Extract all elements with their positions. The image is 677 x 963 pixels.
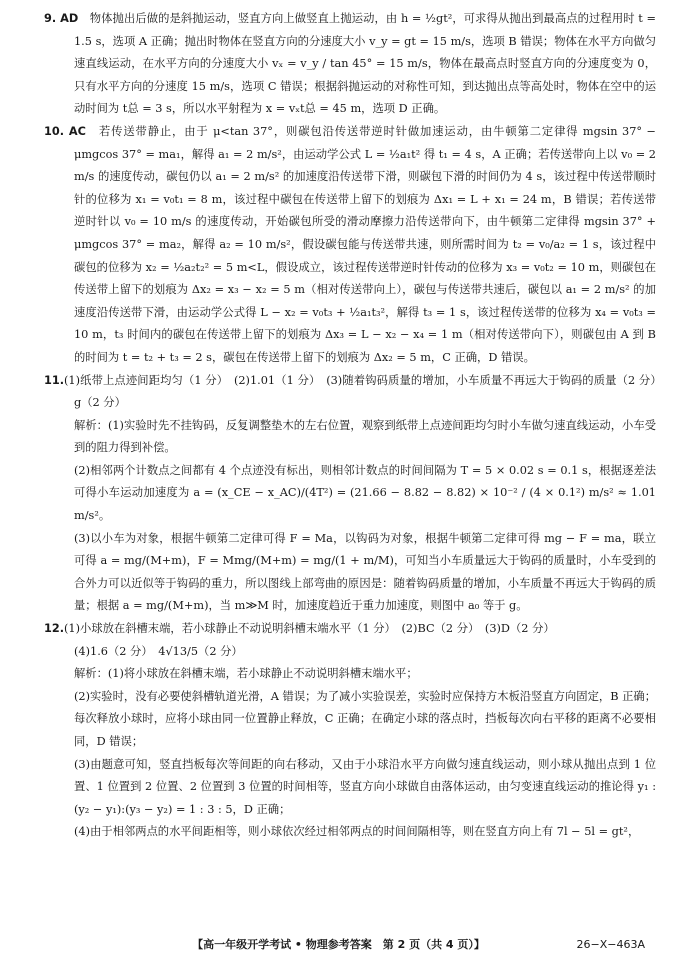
- page-footer: [0, 934, 677, 956]
- answer-text: (1)纸带上点迹间距均匀（1 分） (2)1.01（1 分） (3)随着钩码质量的增加，小车质量不再远大于钩码的质量（2 分） g（2 分）: [64, 373, 668, 410]
- answer-content: [44, 8, 668, 844]
- answer-12: [44, 618, 656, 641]
- answer-text: 物体抛出后做的是斜抛运动，竖直方向上做竖直上抛运动，由 h = ½gt²，可求得从抛出到最高点的过程用时 t = 1.5 s，选项 A 正确；抛出时物体在竖直方向的分速度大小 v_y = gt = 15 m/s，选项 B 错误；物体在水平方向做匀速直线运动，在水平方向的分速度大小 vₓ = v_y / tan 45° = 15 m/s，物体在最高点时竖直方向的分速度变为 0，只有水平方向的分速度 15 m/s，选项 C 错误；根据斜抛运动的对称性可知，到达抛出点等高处时，物体在空中的运动时间为 t总 = 3 s，所以水平射程为 x = vₓt总 = 45 m，选项 D 正确。: [74, 12, 656, 116]
- footer-code: 26−X−463A: [576, 938, 645, 951]
- answer-11: [44, 370, 668, 415]
- answer-number: 9. AD: [44, 12, 79, 25]
- footer-title: 【高一年级开学考试 • 物理参考答案 第 2 页（共 4 页）】: [192, 938, 485, 951]
- answer-12-analysis-1: 解析：(1)将小球放在斜槽末端，若小球静止不动说明斜槽末端水平；: [74, 667, 418, 681]
- answer-text: 若传送带静止，由于 μ<tan 37°，则碳包沿传送带逆时针做加速运动，由牛顿第二定律得 mgsin 37° − μmgcos 37° = ma₁，解得 a₁ = 2 m/s²，由运动学公式 L = ½a₁t² 得 t₁ = 4 s，A 正确；若传送带向上以 v₀ = 2 m/s 的速度传动，碳包仍以 a₁ = 2 m/s² 的加速度沿传送带下滑，则碳包下滑的时间仍为 4 s，该过程中传送带顺时针的位移为 x₁ = v₀t₁ = 8 m，该过程中碳包在传送带上留下的划痕为 Δx₁ = L + x₁ = 24 m，B 错误；若传送带逆时针以 v₀ = 10 m/s 的速度传动，开始碳包所受的滑动摩擦力沿传送带向下，由牛顿第二定律得 mgsin 37° + μmgcos 37° = ma₂，解得 a₂ = 10 m/s²，假设碳包能与传送带共速，则所需时间为 t₂ = v₀/a₂ = 1 s，该过程中碳包的位移为 x₂ = ½a₂t₂² = 5 m<L，假设成立，该过程传送带逆时针传动的位移为 x₃ = v₀t₂ = 10 m，则碳包在传送带上留下的划痕为 Δx₂ = x₃ − x₂ = 5 m（相对传送带向上），碳包与传送带共速后，碳包以 a₁ = 2 m/s² 的加速度沿传送带下滑，由运动学公式得 L − x₂ = v₀t₃ + ½a₁t₃²，解得 t₃ = 1 s，该过程传送带的位移为 x₄ = v₀t₃ = 10 m，t₃ 时间内的碳包在传送带上留下的划痕为 Δx₃ = L − x₂ − x₄ = 1 m（相对传送带向下），则碳包由 A 到 B 的时间为 t = t₂ + t₃ = 2 s，碳包在传送带上留下的划痕为 Δx₂ = 5 m，C 正确，D 错误。: [74, 124, 656, 364]
- answer-12-part-4: (4)1.6（2 分） 4√13/5（2 分）: [74, 644, 243, 658]
- answer-number: 11.: [44, 373, 65, 387]
- answer-12-analysis-3: (3)由题意可知，竖直挡板每次等间距的向右移动，又由于小球沿水平方向做匀速直线运动，则小球从抛出点到 1 位置、1 位置到 2 位置、2 位置到 3 位置的时间相等，竖直方向小球做自由落体运动，由匀变速直线运动的推论得 y₁ :(y₂ − y₁):(y₃ − y₂) = 1 : 3 : 5，D 正确；: [74, 757, 656, 816]
- answer-12-analysis-4: (4)由于相邻两点的水平间距相等，则小球依次经过相邻两点的时间间隔相等，则在竖直方向上有 7l − 5l = gt²，: [74, 825, 640, 839]
- answer-text: (1)小球放在斜槽末端，若小球静止不动说明斜槽末端水平（1 分） (2)BC（2 分） (3)D（2 分）: [64, 622, 555, 636]
- answer-12-analysis-2: (2)实验时，没有必要使斜槽轨道光滑，A 错误；为了减小实验误差，实验时应保持方木板沿竖直方向固定，B 正确；每次释放小球时，应将小球由同一位置静止释放，C 正确；在确定小球的落点时，挡板每次向右平移的距离不必要相同，D 错误；: [74, 689, 656, 748]
- answer-9: [44, 8, 656, 121]
- answer-number: 10. AC: [44, 124, 86, 138]
- answer-number: 12.: [44, 622, 65, 636]
- answer-11-analysis-3: (3)以小车为对象，根据牛顿第二定律可得 F = Ma，以钩码为对象，根据牛顿第二定律可得 mg − F = ma，联立可得 a = mg/(M+m)，F = Mmg/(M+m) = mg/(1 + m/M)，可知当小车质量远大于钩码的质量时，小车受到的合外力可以近似等于钩码的重力，所以图线上部弯曲的原因是：随着钩码质量的增加，小车质量不再远大于钩码的质量；根据 a = mg/(M+m)，当 m≫M 时，加速度趋近于重力加速度，则图中 a₀ 等于 g。: [74, 531, 656, 613]
- answer-10: [44, 121, 656, 370]
- answer-11-analysis-1: 解析：(1)实验时先不挂钩码，反复调整垫木的左右位置，观察到纸带上点迹间距均匀时小车做匀速直线运动，小车受到的阻力得到补偿。: [74, 418, 656, 455]
- answer-11-analysis-2: (2)相邻两个计数点之间都有 4 个点迹没有标出，则相邻计数点的时间间隔为 T = 5 × 0.02 s = 0.1 s，根据逐差法可得小车运动加速度为 a = (x_CE − x_AC)/(4T²) = (21.66 − 8.82 − 8.82) × 10⁻² / (4 × 0.1²) m/s² ≈ 1.01 m/s²。: [74, 463, 656, 523]
